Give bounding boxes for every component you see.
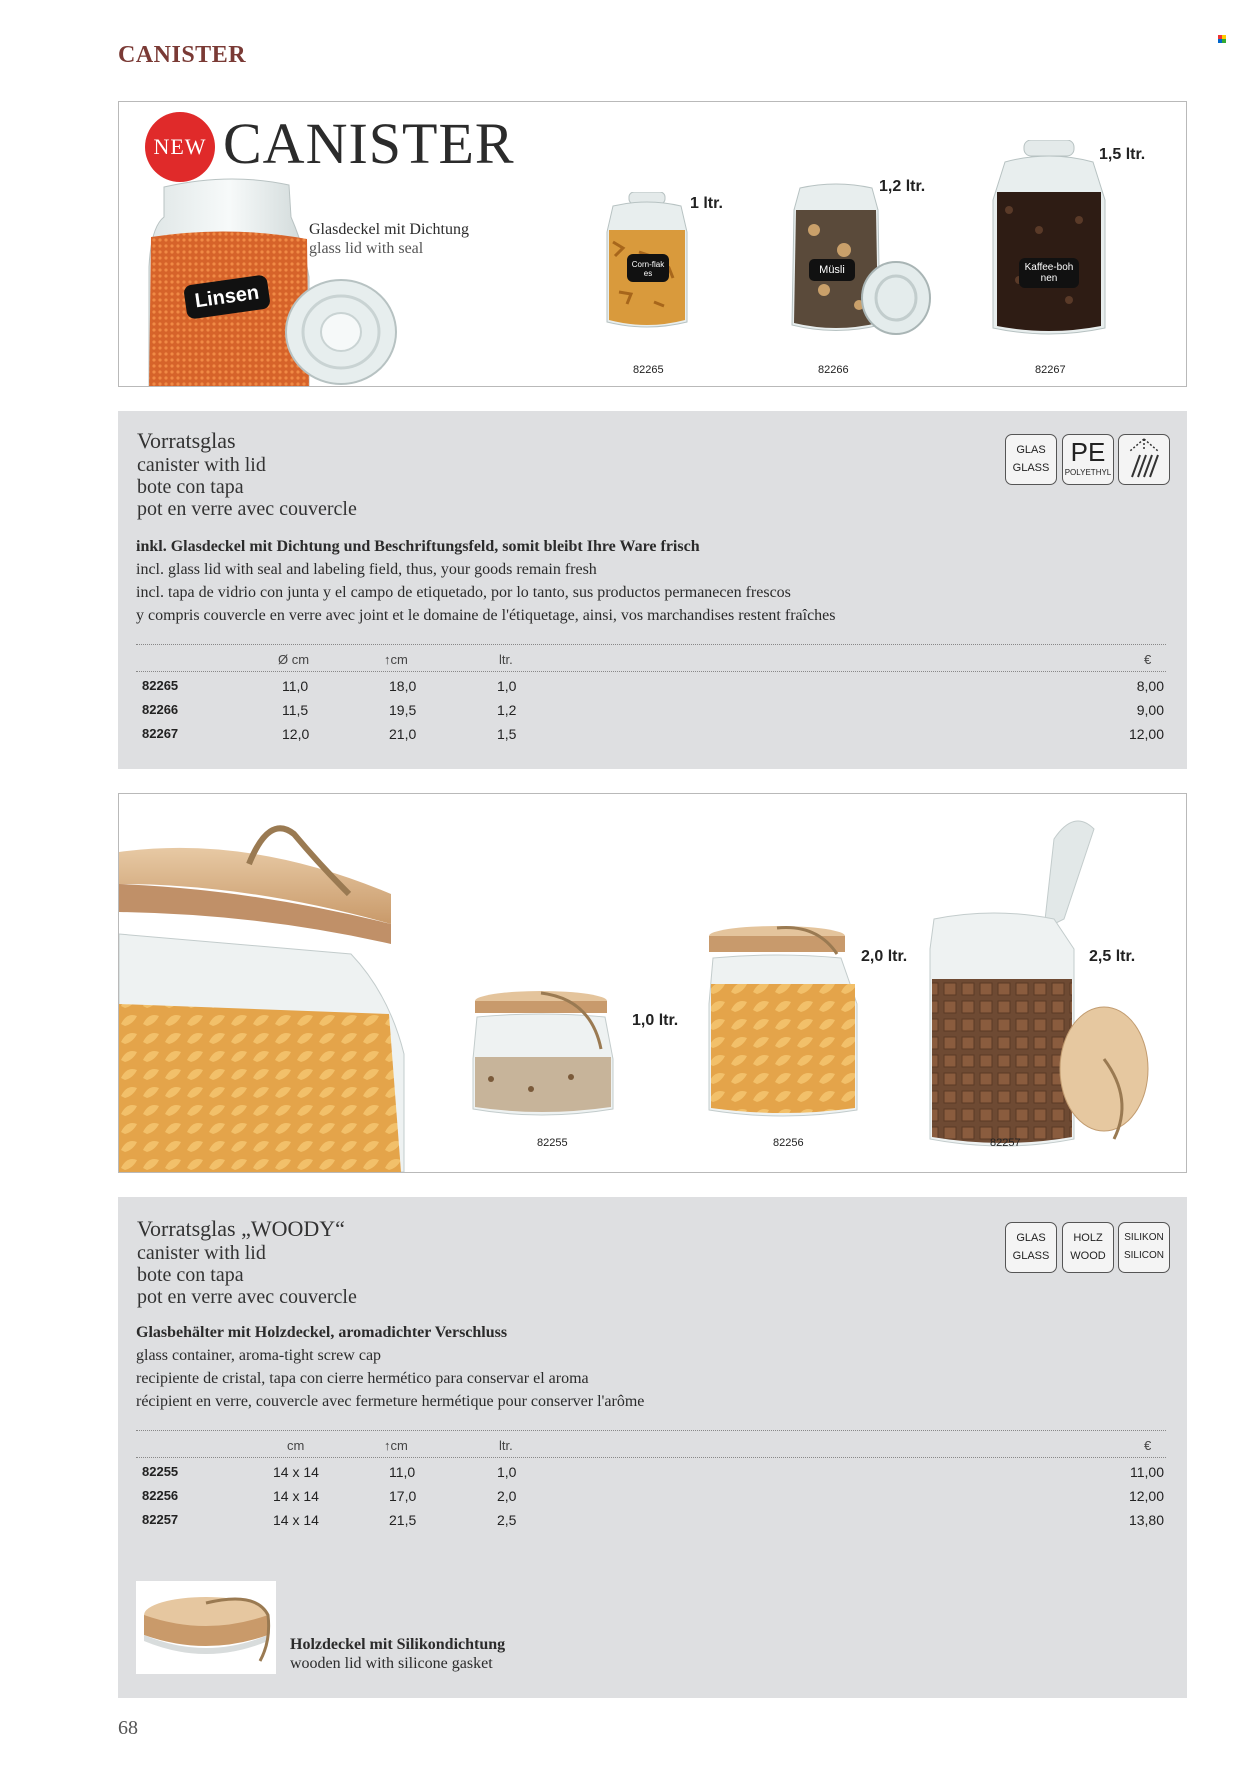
- cell-capacity: 2,5: [497, 1512, 517, 1528]
- table-header-height-text: cm: [390, 652, 408, 667]
- article-number: 82266: [142, 702, 179, 717]
- cell-dimensions: 14 x 14: [273, 1488, 319, 1504]
- sku-label-82265: 82265: [633, 364, 664, 376]
- description-fr: y compris couvercle en verre avec joint et le domaine de l'étiquetage, ainsi, vos marchandises restent fraîches: [136, 607, 836, 624]
- badge-silicon-line1: SILIKON: [1124, 1232, 1164, 1243]
- table-header-height: [384, 1438, 408, 1453]
- capacity-label-82265: 1 ltr.: [690, 195, 723, 212]
- badge-silicon-line2: SILICON: [1123, 1250, 1164, 1261]
- material-badge-silicon: [1118, 1222, 1170, 1273]
- capacity-label-82255: 1,0 ltr.: [632, 1012, 679, 1029]
- badge-glass-line1: GLAS: [1016, 444, 1046, 456]
- cell-price: 12,00: [1128, 1488, 1164, 1504]
- cell-price: 8,00: [1136, 678, 1164, 694]
- woody-jar-closeup-photo: [119, 794, 419, 1172]
- table-header-capacity: ltr.: [499, 652, 513, 667]
- product-name-fr: pot en verre avec couvercle: [137, 1286, 357, 1308]
- description-fr: récipient en verre, couvercle avec fermeture hermétique pour conserver l'arôme: [136, 1393, 645, 1410]
- cell-capacity: 1,0: [497, 1464, 517, 1480]
- cell-height: 21,0: [389, 726, 417, 742]
- table-top-rule: [136, 644, 1166, 645]
- article-number: 82265: [142, 678, 179, 693]
- cell-height: 17,0: [389, 1488, 417, 1504]
- jar-label-cornflakes: [627, 254, 669, 282]
- cell-height: 19,5: [389, 702, 417, 718]
- article-number: 82257: [142, 1512, 179, 1527]
- sku-label-82266: 82266: [818, 364, 849, 376]
- product-name-es: bote con tapa: [137, 476, 244, 498]
- description-es: recipiente de cristal, tapa con cierre hermético para conservar el aroma: [136, 1370, 589, 1387]
- table-top-rule: [136, 1430, 1166, 1431]
- accessory-name-de: Holzdeckel mit Silikondichtung: [290, 1636, 506, 1653]
- capacity-label-82266: 1,2 ltr.: [879, 178, 926, 195]
- capacity-label-82257: 2,5 ltr.: [1089, 948, 1136, 965]
- jar-label-coffee: [1019, 258, 1079, 288]
- cell-price: 9,00: [1136, 702, 1164, 718]
- product-name-de: Vorratsglas: [137, 428, 236, 453]
- jar-label-muesli-text: Müsli: [819, 264, 845, 276]
- product-name-de: Vorratsglas „WOODY“: [137, 1216, 345, 1241]
- product-photo-panel-woody: [118, 793, 1187, 1173]
- cell-dimensions: 14 x 14: [273, 1464, 319, 1480]
- cell-diameter: 11,0: [282, 678, 309, 694]
- article-number: 82255: [142, 1464, 179, 1479]
- product-name-es: bote con tapa: [137, 1264, 244, 1286]
- description-de: Glasbehälter mit Holzdeckel, aromadichter Verschluss: [136, 1324, 508, 1341]
- badge-glass-line2: GLASS: [1012, 462, 1050, 474]
- muesli-jar-photo: [784, 180, 934, 340]
- cell-price: 13,80: [1128, 1512, 1164, 1528]
- cell-diameter: 12,0: [282, 726, 310, 742]
- jar-label-cornflakes-text: Corn-flakes: [631, 260, 665, 278]
- cell-price: 12,00: [1128, 726, 1164, 742]
- panel-headline: CANISTER: [223, 111, 515, 176]
- jar-label-coffee-text: Kaffee-bohnen: [1024, 262, 1074, 284]
- jar-label-muesli: [809, 259, 855, 281]
- cell-dimensions: 14 x 14: [273, 1512, 319, 1528]
- cell-height: 11,0: [389, 1464, 416, 1480]
- description-en: incl. glass lid with seal and labeling field, thus, your goods remain fresh: [136, 561, 597, 578]
- wooden-lid-photo: [136, 1581, 276, 1674]
- material-badge-glass: [1005, 434, 1057, 485]
- glass-lid-caption-de: Glasdeckel mit Dichtung: [309, 221, 469, 238]
- coffee-jar-photo: [989, 140, 1109, 340]
- table-header-capacity: ltr.: [499, 1438, 513, 1453]
- capacity-label-82267: 1,5 ltr.: [1099, 146, 1146, 163]
- jar-label-linsen-text: Linsen: [193, 281, 261, 313]
- badge-wood-line2: WOOD: [1070, 1250, 1106, 1262]
- cereal-jar-with-scoop-photo: [924, 819, 1164, 1159]
- cell-diameter: 11,5: [282, 702, 309, 718]
- table-header-rule: [136, 671, 1166, 672]
- sku-label-82255: 82255: [537, 1137, 568, 1149]
- table-header-price: €: [1144, 652, 1152, 667]
- page-number: 68: [118, 1717, 138, 1739]
- product-info-box-vorratsglas: [118, 411, 1187, 769]
- cell-height: 18,0: [389, 678, 417, 694]
- description-es: incl. tapa de vidrio con junta y el campo de etiquetado, por lo tanto, sus productos permanecen frescos: [136, 584, 791, 601]
- table-header-height-text: cm: [390, 1438, 408, 1453]
- table-header-dimensions: cm: [287, 1438, 305, 1453]
- section-title: CANISTER: [118, 42, 247, 68]
- product-photo-panel-glass-canisters: [118, 101, 1187, 387]
- table-header-rule: [136, 1457, 1166, 1458]
- product-info-box-woody: [118, 1197, 1187, 1698]
- article-number: 82256: [142, 1488, 179, 1503]
- arrow-up-icon: ↑: [384, 1438, 391, 1453]
- cell-capacity: 1,5: [497, 726, 517, 742]
- sku-label-82257: 82257: [990, 1137, 1021, 1149]
- new-badge: [145, 112, 215, 182]
- material-badge-pe: [1062, 434, 1114, 485]
- oat-jar-photo: [471, 989, 629, 1119]
- badge-glass-line2: GLASS: [1012, 1250, 1050, 1262]
- description-de: inkl. Glasdeckel mit Dichtung und Beschriftungsfeld, somit bleibt Ihre Ware frisch: [136, 538, 700, 555]
- glass-lid-photo: [279, 262, 399, 386]
- sku-label-82267: 82267: [1035, 364, 1066, 376]
- cell-capacity: 2,0: [497, 1488, 517, 1504]
- glass-lid-caption-en: glass lid with seal: [309, 240, 424, 257]
- cornflakes-woody-jar-photo: [707, 924, 867, 1124]
- arrow-up-icon: ↑: [384, 652, 391, 667]
- badge-wood-line1: HOLZ: [1073, 1232, 1103, 1244]
- material-badge-wood: [1062, 1222, 1114, 1273]
- capacity-label-82256: 2,0 ltr.: [861, 948, 908, 965]
- cell-price: 11,00: [1130, 1464, 1164, 1480]
- accessory-name-en: wooden lid with silicone gasket: [290, 1655, 493, 1672]
- product-name-en: canister with lid: [137, 454, 266, 476]
- badge-glass-line1: GLAS: [1016, 1232, 1046, 1244]
- article-number: 82267: [142, 726, 179, 741]
- badge-pe-line2: POLYETHYL: [1064, 468, 1112, 477]
- cell-capacity: 1,2: [497, 702, 517, 718]
- new-badge-label: NEW: [153, 134, 207, 159]
- badge-pe-line1: PE: [1070, 437, 1106, 467]
- dishwasher-safe-badge: [1118, 434, 1170, 485]
- table-header-price: €: [1144, 1438, 1152, 1453]
- description-en: glass container, aroma-tight screw cap: [136, 1347, 382, 1364]
- product-name-en: canister with lid: [137, 1242, 266, 1264]
- cell-capacity: 1,0: [497, 678, 517, 694]
- wooden-lid-thumbnail: [136, 1581, 276, 1674]
- dishwasher-icon: [1120, 435, 1168, 481]
- material-badge-glass: [1005, 1222, 1057, 1273]
- color-registration-mark: [1218, 35, 1226, 43]
- sku-label-82256: 82256: [773, 1137, 804, 1149]
- product-name-fr: pot en verre avec couvercle: [137, 498, 357, 520]
- table-header-height: [384, 652, 408, 667]
- cell-height: 21,5: [389, 1512, 417, 1528]
- table-header-diameter: Ø cm: [278, 652, 310, 667]
